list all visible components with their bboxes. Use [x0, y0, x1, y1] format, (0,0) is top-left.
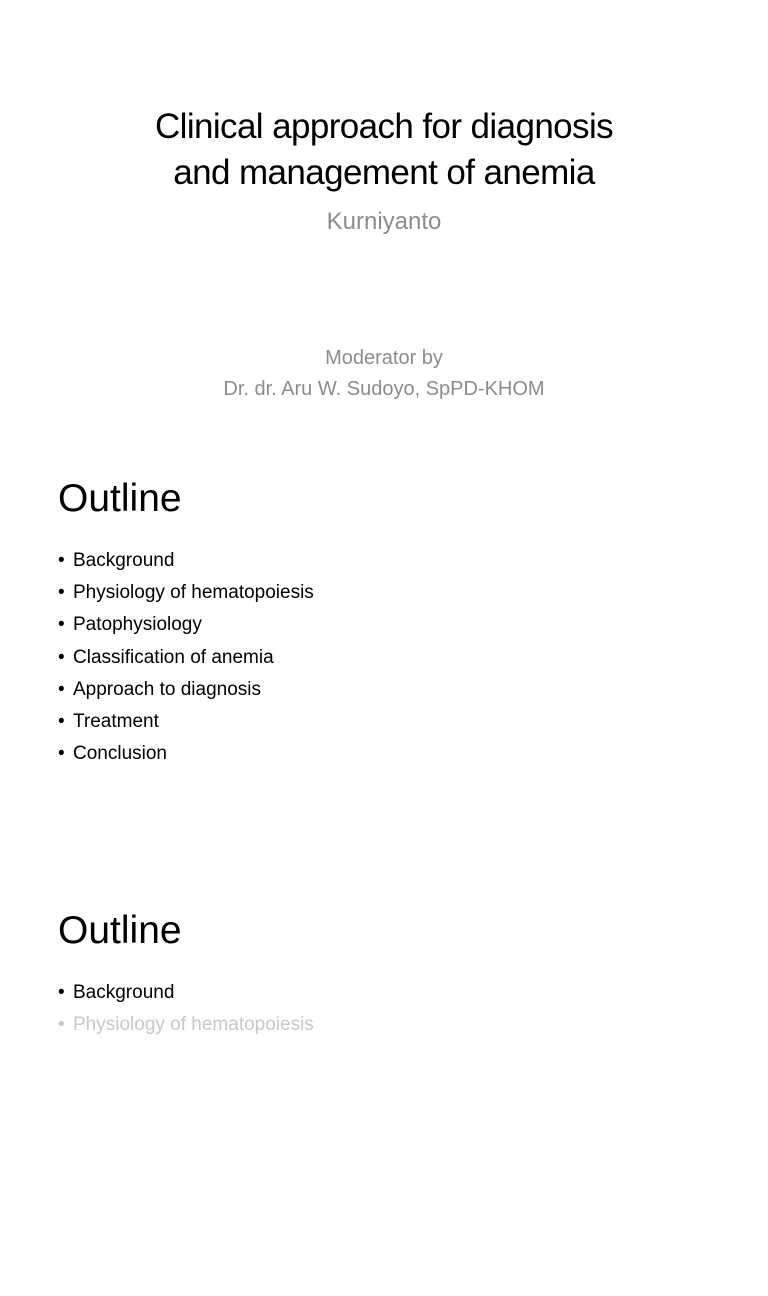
outline-item: • Conclusion — [58, 738, 314, 770]
title-slide — [0, 0, 768, 432]
outline-heading: Outline — [58, 477, 182, 520]
outline-item-highlighted-off: • Physiology of hematopoiesis — [58, 1009, 314, 1041]
outline-item: • Patophysiology — [58, 609, 314, 641]
outline-item: • Background — [58, 977, 314, 1009]
moderator-credit — [0, 343, 768, 405]
outline-item: • Treatment — [58, 706, 314, 738]
title-line: and management of anemia — [173, 153, 595, 192]
outline-list — [58, 545, 314, 770]
outline-slide — [0, 432, 768, 864]
outline-heading: Outline — [58, 909, 182, 952]
outline-item: • Background — [58, 545, 314, 577]
outline-item: • Classification of anemia — [58, 642, 314, 674]
presentation-title — [60, 104, 708, 196]
author-name: Kurniyanto — [326, 208, 442, 235]
outline-slide-continued — [0, 864, 768, 1296]
outline-list — [58, 977, 314, 1041]
title-line: Clinical approach for diagnosis — [154, 107, 614, 146]
moderator-name: Dr. dr. Aru W. Sudoyo, SpPD-KHOM — [223, 378, 545, 400]
outline-item: • Physiology of hematopoiesis — [58, 577, 314, 609]
outline-item: • Approach to diagnosis — [58, 674, 314, 706]
moderator-label: Moderator by — [325, 347, 443, 369]
